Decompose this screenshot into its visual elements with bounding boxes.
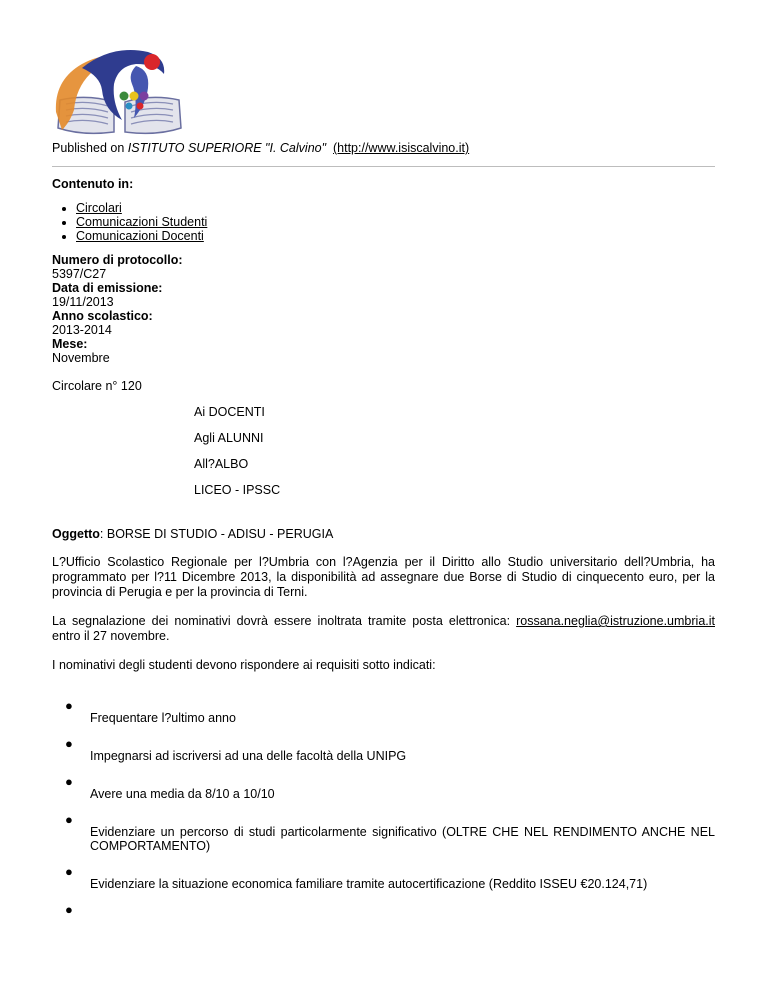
protocol-value: 5397/C27 — [52, 267, 107, 281]
requirement-text: Avere una media da 8/10 a 10/10 — [90, 787, 275, 801]
recipients-block — [194, 405, 715, 509]
requirement-text: Impegnarsi ad iscriversi ad una delle facoltà della UNIPG — [90, 749, 407, 763]
bullet-icon: ● — [65, 736, 73, 751]
email-prefix: La segnalazione dei nominativi dovrà essere inoltrata tramite posta elettronica: — [52, 614, 517, 628]
bullet-icon: ● — [65, 812, 73, 827]
list-item — [65, 863, 715, 891]
category-link-studenti[interactable]: Comunicazioni Studenti — [76, 215, 208, 229]
list-item — [76, 215, 715, 229]
email-suffix: entro il 27 novembre. — [52, 629, 170, 643]
subject-text: : BORSE DI STUDIO - ADISU - PERUGIA — [99, 527, 334, 541]
month-label: Mese: — [52, 337, 88, 351]
subject-line — [52, 527, 715, 541]
site-url-link[interactable]: (http://www.isiscalvino.it) — [333, 141, 470, 155]
categories-label: Contenuto in: — [52, 177, 134, 191]
requirement-text: Evidenziare un percorso di studi particolarmente significativo (OLTRE CHE NEL RENDIMENTO ANCHE NEL COMPORTAMENTO) — [90, 825, 715, 853]
recipient-liceo: LICEO - IPSSC — [194, 483, 281, 497]
protocol-label: Numero di protocollo: — [52, 253, 183, 267]
metadata-block — [52, 253, 715, 365]
category-link-circolari[interactable]: Circolari — [76, 201, 122, 215]
requirement-text: Frequentare l?ultimo anno — [90, 711, 236, 725]
paragraph-requirements-intro: I nominativi degli studenti devono rispondere ai requisiti sotto indicati: — [52, 658, 436, 672]
list-item — [76, 229, 715, 243]
site-name: ISTITUTO SUPERIORE "I. Calvino" — [127, 141, 327, 155]
month-value: Novembre — [52, 351, 110, 365]
document-page — [52, 40, 715, 925]
categories-list — [52, 201, 715, 243]
list-item — [65, 811, 715, 853]
bullet-icon: ● — [65, 698, 73, 713]
paragraph-intro: L?Ufficio Scolastico Regionale per l?Umbria con l?Agenzia per il Diritto allo Studio universitario dell?Umbria, ha programmato per l?11 Dicembre 2013, la disponibilità ad assegnare due Borse di Studio di cinquecento euro, per la provincia di Perugia e per la provincia di Terni. — [52, 555, 715, 599]
bullet-icon: ● — [65, 902, 73, 917]
circular-number: Circolare n° 120 — [52, 379, 142, 393]
list-item — [65, 773, 715, 801]
date-label: Data di emissione: — [52, 281, 163, 295]
school-logo — [52, 40, 187, 140]
recipient-docenti: Ai DOCENTI — [194, 405, 265, 419]
requirement-text: Evidenziare la situazione economica familiare tramite autocertificazione (Reddito ISSEU €20.124,71) — [90, 877, 648, 891]
paragraph-email — [52, 614, 715, 644]
date-value: 19/11/2013 — [52, 295, 114, 309]
requirements-list — [52, 697, 715, 915]
header-divider — [52, 166, 715, 167]
subject-label: Oggetto — [52, 527, 100, 541]
list-item — [65, 697, 715, 725]
list-item — [65, 735, 715, 763]
year-value: 2013-2014 — [52, 323, 112, 337]
bullet-icon: ● — [65, 774, 73, 789]
list-item — [65, 901, 715, 917]
email-link[interactable]: rossana.neglia@istruzione.umbria.it — [516, 614, 715, 628]
category-link-docenti[interactable]: Comunicazioni Docenti — [76, 229, 204, 243]
recipient-alunni: Agli ALUNNI — [194, 431, 264, 445]
year-label: Anno scolastico: — [52, 309, 153, 323]
recipient-albo: All?ALBO — [194, 457, 249, 471]
published-prefix: Published on — [52, 141, 125, 155]
list-item — [76, 201, 715, 215]
published-line — [52, 140, 715, 156]
bullet-icon: ● — [65, 864, 73, 879]
